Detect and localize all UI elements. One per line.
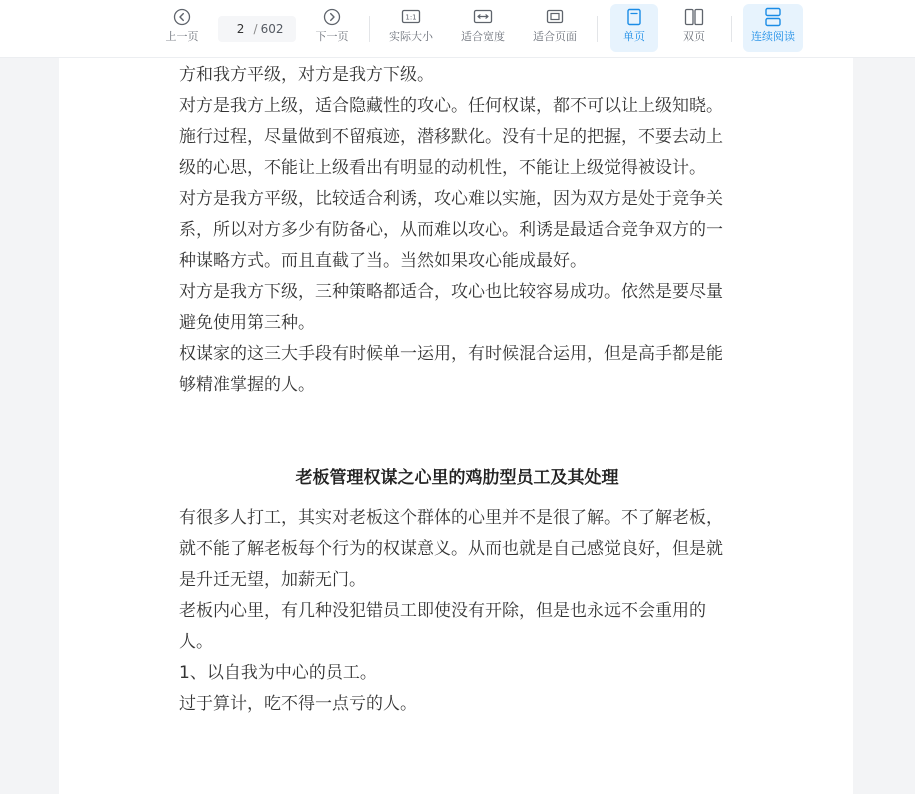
paragraph: 老板内心里，有几种没犯错员工即使没有开除，但是也永远不会重用的人。 <box>179 601 706 652</box>
paragraph: 过于算计，吃不得一点亏的人。 <box>179 694 417 714</box>
next-page-label: 下一页 <box>315 30 349 43</box>
double-page-icon <box>684 4 704 30</box>
actual-size-label: 实际大小 <box>389 30 433 43</box>
page-number-input[interactable] <box>231 22 251 36</box>
section-gap <box>179 401 735 463</box>
paragraph: 对方是我方上级，适合隐藏性的攻心。任何权谋，都不可以让上级知晓。施行过程，尽量做到不留痕迹，潜移默化。没有十足的把握，不要去动上级的心思，不能让上级看出有明显的动机性，不能让上级觉得被设计。 <box>179 96 723 178</box>
single-page-button[interactable] <box>610 4 658 52</box>
continuous-reading-button[interactable] <box>743 4 803 52</box>
fit-width-icon <box>473 4 493 30</box>
next-page-button[interactable] <box>310 4 354 52</box>
single-page-icon <box>626 4 642 30</box>
double-page-button[interactable] <box>670 4 718 52</box>
page-indicator <box>218 16 296 42</box>
paragraph: 有很多人打工，其实对老板这个群体的心里并不是很了解。不了解老板，就不能了解老板每个行为的权谋意义。从而也就是自己感觉良好，但是就是升迁无望，加薪无门。 <box>179 508 723 590</box>
svg-text:1:1: 1:1 <box>405 13 417 22</box>
fit-page-button[interactable] <box>528 4 582 52</box>
actual-size-button[interactable] <box>384 4 438 52</box>
reader-toolbar <box>0 0 915 58</box>
double-page-label: 双页 <box>683 30 705 43</box>
chevron-left-circle-icon <box>173 4 191 30</box>
paragraph: 对方是我方平级，比较适合利诱，攻心难以实施，因为双方是处于竞争关系，所以对方多少有防备心，从而难以攻心。利诱是最适合竞争双方的一种谋略方式。而且直截了当。当然如果攻心能成最好。 <box>179 189 723 271</box>
paragraph: 对方是我方下级，三种策略都适合，攻心也比较容易成功。依然是要尽量避免使用第三种。 <box>179 282 723 333</box>
paragraph: 方和我方平级，对方是我方下级。 <box>179 65 434 85</box>
continuous-reading-icon <box>764 4 782 30</box>
continuous-reading-label: 连续阅读 <box>751 30 795 43</box>
document-page <box>59 58 853 794</box>
fit-page-label: 适合页面 <box>533 30 577 43</box>
fit-width-button[interactable] <box>456 4 510 52</box>
actual-size-icon <box>401 4 421 30</box>
single-page-label: 单页 <box>623 30 645 43</box>
page-total: 602 <box>260 22 284 36</box>
paragraph: 权谋家的这三大手段有时候单一运用，有时候混合运用，但是高手都是能够精准掌握的人。 <box>179 344 723 395</box>
chevron-right-circle-icon <box>323 4 341 30</box>
heading-gap <box>179 494 735 503</box>
prev-page-label: 上一页 <box>165 30 199 43</box>
page-content <box>179 60 735 720</box>
toolbar-divider <box>731 16 732 42</box>
toolbar-divider <box>369 16 370 42</box>
fit-page-icon <box>545 4 565 30</box>
section-heading: 老板管理权谋之心里的鸡肋型员工及其处理 <box>295 468 619 488</box>
paragraph: 1、以自我为中心的员工。 <box>179 663 377 683</box>
prev-page-button[interactable] <box>160 4 204 52</box>
fit-width-label: 适合宽度 <box>461 30 505 43</box>
page-separator: / <box>253 22 258 36</box>
toolbar-divider <box>597 16 598 42</box>
